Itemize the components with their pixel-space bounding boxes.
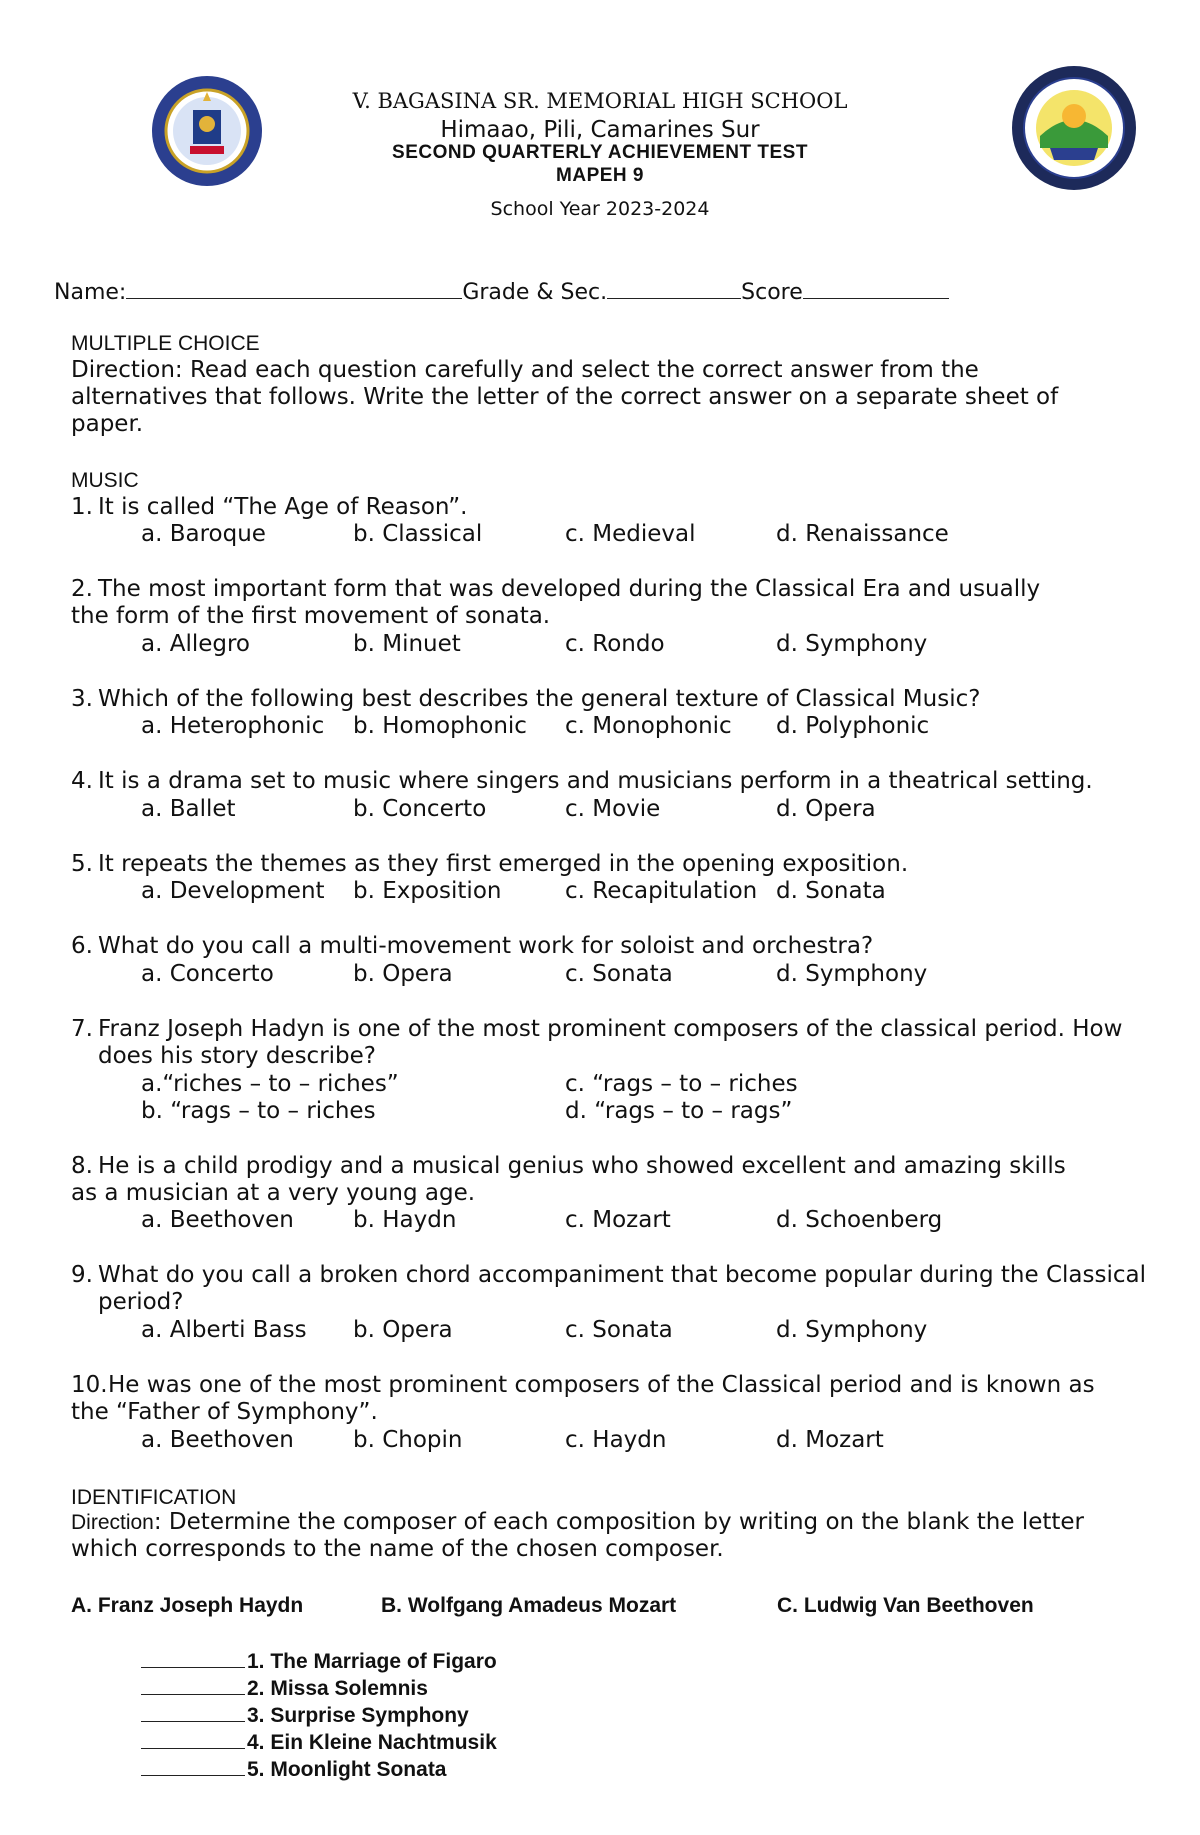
question-number: 9. [71, 1262, 93, 1288]
mc-direction-2: alternatives that follows. Write the letter of the correct answer on a separate sheet of [71, 384, 1059, 410]
item-text: 3. Surprise Symphony [247, 1704, 469, 1727]
choice-c[interactable]: c. “rags – to – riches [565, 1071, 798, 1097]
composer-b: B. Wolfgang Amadeus Mozart [381, 1594, 677, 1617]
choice-a[interactable]: a. Allegro [141, 631, 251, 657]
choice-a[interactable]: a. Development [141, 878, 325, 904]
question-text: The most important form that was developed during the Classical Era and usually [98, 576, 1041, 602]
direction-text: : Determine the composer of each composition by writing on the blank the letter [153, 1509, 1085, 1535]
choice-b[interactable]: b. “rags – to – riches [141, 1098, 376, 1124]
name-field[interactable] [126, 276, 462, 299]
answer-blank[interactable] [141, 1755, 245, 1776]
choice-b[interactable]: b. Minuet [353, 631, 461, 657]
choice-a[interactable]: a. Concerto [141, 961, 274, 987]
answer-blank[interactable] [141, 1674, 245, 1695]
question-number: 2. [71, 576, 93, 602]
choice-c[interactable]: c. Medieval [565, 521, 696, 547]
question-text: He is a child prodigy and a musical genius who showed excellent and amazing skills [98, 1153, 1066, 1179]
item-text: 1. The Marriage of Figaro [247, 1650, 497, 1673]
choice-b[interactable]: b. Opera [353, 1317, 453, 1343]
choice-d[interactable]: d. Renaissance [776, 521, 949, 547]
question-text: What do you call a broken chord accompaniment that become popular during the Classical [98, 1262, 1146, 1288]
choice-b[interactable]: b. Haydn [353, 1207, 457, 1233]
question-number: 1. [71, 494, 93, 520]
music-section-label: MUSIC [71, 469, 139, 492]
question-number: 6. [71, 933, 93, 959]
choice-b[interactable]: b. Exposition [353, 878, 502, 904]
question-text-cont: the form of the first movement of sonata. [71, 603, 551, 629]
score-label: Score [741, 280, 803, 305]
question-text: It is a drama set to music where singers and musicians perform in a theatrical setting. [98, 768, 1093, 794]
choice-d[interactable]: d. “rags – to – rags” [565, 1098, 793, 1124]
identification-item [141, 1701, 469, 1729]
mc-direction-1: Direction: Read each question carefully and select the correct answer from the [71, 357, 979, 383]
grade-field[interactable] [607, 276, 741, 299]
choice-a[interactable]: a. Alberti Bass [141, 1317, 307, 1343]
choice-a[interactable]: a. Heterophonic [141, 713, 325, 739]
choice-c[interactable]: c. Recapitulation [565, 878, 758, 904]
composer-c: C. Ludwig Van Beethoven [777, 1594, 1034, 1617]
name-label: Name: [54, 280, 127, 305]
question-text-cont: as a musician at a very young age. [71, 1180, 476, 1206]
item-text: 4. Ein Kleine Nachtmusik [247, 1731, 497, 1754]
choice-c[interactable]: c. Haydn [565, 1427, 667, 1453]
question-number: 4. [71, 768, 93, 794]
identification-item [141, 1728, 497, 1756]
choice-d[interactable]: d. Schoenberg [776, 1207, 943, 1233]
choice-a[interactable]: a. Beethoven [141, 1427, 294, 1453]
question-text: It repeats the themes as they first emerged in the opening exposition. [98, 851, 909, 877]
question-text: He was one of the most prominent composers of the Classical period and is known as [108, 1372, 1095, 1398]
choice-d[interactable]: d. Symphony [776, 1317, 928, 1343]
choice-c[interactable]: c. Sonata [565, 1317, 673, 1343]
grade-label: Grade & Sec. [462, 280, 608, 305]
question-text: Which of the following best describes the general texture of Classical Music? [98, 686, 981, 712]
choice-b[interactable]: b. Classical [353, 521, 483, 547]
choice-d[interactable]: d. Polyphonic [776, 713, 930, 739]
question-text: Franz Joseph Hadyn is one of the most prominent composers of the classical period. How [98, 1016, 1123, 1042]
choice-d[interactable]: d. Opera [776, 796, 876, 822]
answer-blank[interactable] [141, 1701, 245, 1722]
subject-title: MAPEH 9 [556, 165, 644, 186]
item-text: 2. Missa Solemnis [247, 1677, 428, 1700]
choice-d[interactable]: d. Symphony [776, 961, 928, 987]
choice-a[interactable]: a. Baroque [141, 521, 266, 547]
choice-b[interactable]: b. Concerto [353, 796, 487, 822]
choice-d[interactable]: d. Mozart [776, 1427, 884, 1453]
school-address: Himaao, Pili, Camarines Sur [440, 117, 760, 143]
question-text: What do you call a multi-movement work for soloist and orchestra? [98, 933, 874, 959]
question-text-cont: period? [98, 1289, 184, 1315]
choice-c[interactable]: c. Monophonic [565, 713, 732, 739]
choice-b[interactable]: b. Opera [353, 961, 453, 987]
identification-item [141, 1674, 428, 1702]
question-number: 3. [71, 686, 93, 712]
identification-direction-1 [71, 1508, 1084, 1537]
answer-blank[interactable] [141, 1647, 245, 1668]
choice-c[interactable]: c. Mozart [565, 1207, 671, 1233]
choice-b[interactable]: b. Homophonic [353, 713, 527, 739]
mc-direction-3: paper. [71, 411, 144, 437]
item-text: 5. Moonlight Sonata [247, 1758, 447, 1781]
question-number: 7. [71, 1016, 93, 1042]
question-text: It is called “The Age of Reason”. [98, 494, 468, 520]
answer-blank[interactable] [141, 1728, 245, 1749]
score-field[interactable] [803, 276, 949, 299]
student-info-line [54, 276, 949, 307]
question-text-cont: does his story describe? [98, 1043, 377, 1069]
school-name: V. BAGASINA SR. MEMORIAL HIGH SCHOOL [352, 89, 848, 113]
identification-item [141, 1647, 497, 1675]
identification-heading: IDENTIFICATION [71, 1486, 237, 1509]
choice-a[interactable]: a. Ballet [141, 796, 236, 822]
choice-a[interactable]: a. Beethoven [141, 1207, 294, 1233]
school-year: School Year 2023-2024 [490, 198, 710, 220]
choice-a[interactable]: a.“riches – to – riches” [141, 1071, 399, 1097]
identification-item [141, 1755, 447, 1783]
composer-a: A. Franz Joseph Haydn [71, 1594, 304, 1617]
choice-d[interactable]: d. Symphony [776, 631, 928, 657]
choice-c[interactable]: c. Rondo [565, 631, 665, 657]
question-number: 8. [71, 1153, 93, 1179]
question-number: 5. [71, 851, 93, 877]
direction-label: Direction [71, 1511, 154, 1534]
choice-d[interactable]: d. Sonata [776, 878, 886, 904]
choice-c[interactable]: c. Movie [565, 796, 661, 822]
choice-b[interactable]: b. Chopin [353, 1427, 463, 1453]
choice-c[interactable]: c. Sonata [565, 961, 673, 987]
test-title: SECOND QUARTERLY ACHIEVEMENT TEST [392, 142, 808, 163]
question-text-cont: the “Father of Symphony”. [71, 1399, 378, 1425]
mc-heading: MULTIPLE CHOICE [71, 332, 260, 355]
question-number: 10. [71, 1372, 108, 1398]
identification-direction-2: which corresponds to the name of the chosen composer. [71, 1536, 724, 1562]
